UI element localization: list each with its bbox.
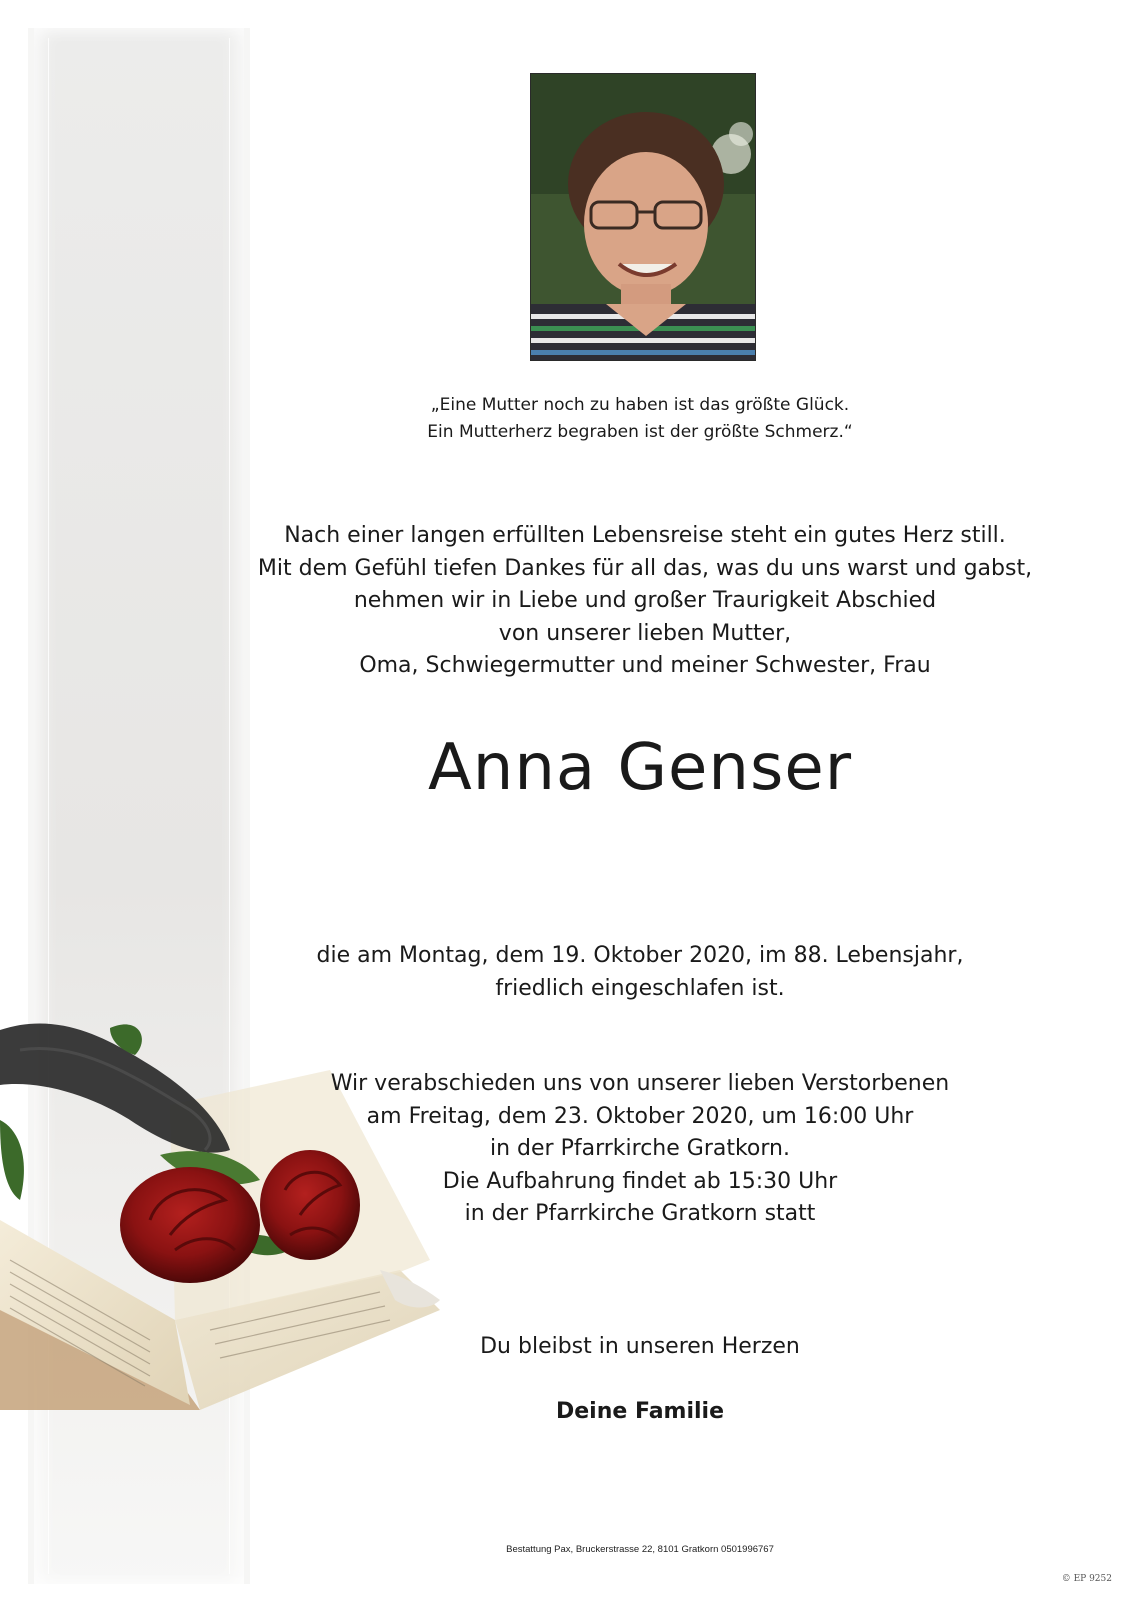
quote-line: „Eine Mutter noch zu haben ist das größte Glück. [430, 395, 850, 415]
death-line: die am Montag, dem 19. Oktober 2020, im 88. Lebensjahr, [316, 943, 964, 968]
intro-line: Oma, Schwiegermutter und meiner Schwester, Frau [359, 653, 931, 678]
family-signature: Deine Familie [555, 1399, 725, 1424]
memorial-quote [380, 392, 900, 446]
intro-line: nehmen wir in Liebe und großer Traurigkeit Abschied [353, 588, 937, 613]
print-code: © EP 9252 [1061, 1574, 1112, 1584]
service-line: in der Pfarrkirche Gratkorn statt [464, 1201, 816, 1226]
intro-text [250, 520, 1040, 683]
funeral-home-footer: Bestattung Pax, Bruckerstrasse 22, 8101 Gratkorn 0501996767 [506, 1544, 774, 1555]
closing-line: Du bleibst in unseren Herzen [480, 1334, 800, 1359]
service-line: Die Aufbahrung findet ab 15:30 Uhr [442, 1168, 838, 1194]
service-details [300, 1068, 980, 1231]
death-line: friedlich eingeschlafen ist. [495, 975, 785, 1001]
portrait-photo [530, 73, 756, 361]
intro-line: Nach einer langen erfüllten Lebensreise steht ein gutes Herz still. [284, 523, 1006, 548]
service-line: in der Pfarrkirche Gratkorn. [490, 1136, 790, 1161]
intro-line: von unserer lieben Mutter, [498, 620, 792, 646]
intro-line: Mit dem Gefühl tiefen Dankes für all das, was du uns warst und gabst, [257, 555, 1033, 581]
deceased-name: Anna Genser [427, 731, 853, 805]
service-line: am Freitag, dem 23. Oktober 2020, um 16:00 Uhr [366, 1103, 914, 1129]
service-line: Wir verabschieden uns von unserer lieben Verstorbenen [330, 1071, 950, 1096]
death-notice [260, 940, 1020, 1005]
quote-line: Ein Mutterherz begraben ist der größte Schmerz.“ [427, 422, 853, 442]
